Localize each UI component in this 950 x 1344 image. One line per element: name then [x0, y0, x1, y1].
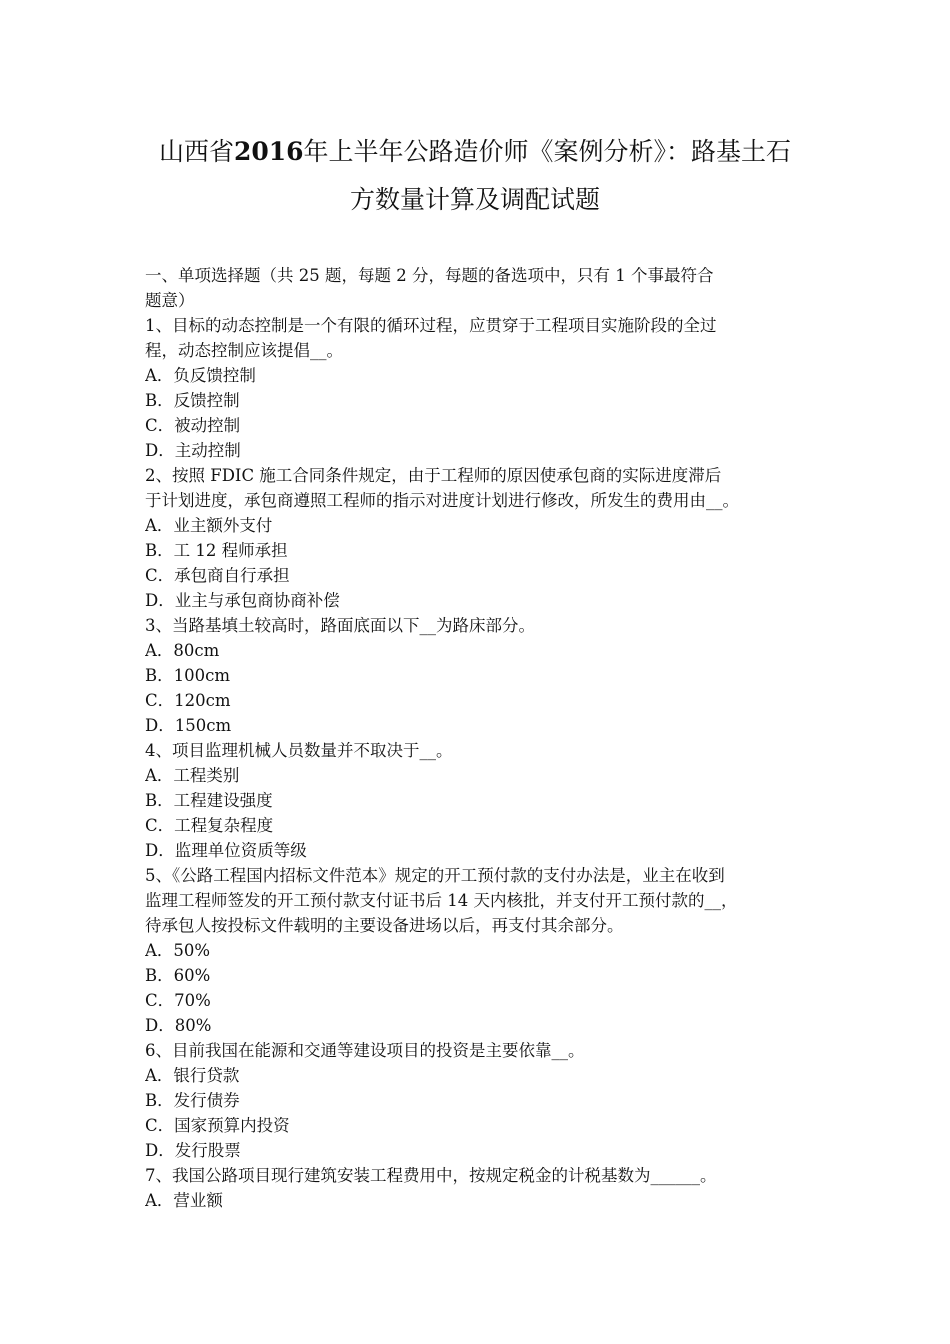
answer-option: B．工 12 程师承担: [145, 541, 288, 560]
answer-option: B．反馈控制: [145, 391, 240, 410]
question-list: [145, 313, 807, 1213]
answer-option: C．120cm: [145, 691, 231, 710]
answer-option: C．工程复杂程度: [145, 816, 274, 835]
question-text-line: 程，动态控制应该提倡__。: [145, 341, 343, 360]
answer-option: C．被动控制: [145, 416, 241, 435]
answer-option: A．80cm: [145, 641, 220, 660]
answer-option: D．业主与承包商协商补偿: [145, 591, 340, 610]
title-line-1: 山西省2016年上半年公路造价师《案例分析》：路基土石: [158, 137, 792, 166]
question-item: [145, 613, 807, 738]
question-item: [145, 313, 807, 463]
answer-option: C．国家预算内投资: [145, 1116, 290, 1135]
question-text-line: 2、按照 FDIC 施工合同条件规定，由于工程师的原因使承包商的实际进度滞后: [145, 466, 722, 485]
question-item: [145, 863, 807, 1038]
answer-option: C．承包商自行承担: [145, 566, 290, 585]
question-text-line: 待承包人按投标文件载明的主要设备进场以后，再支付其余部分。: [145, 916, 624, 935]
question-text-line: 3、当路基填土较高时，路面底面以下__为路床部分。: [145, 616, 535, 635]
document-title: [120, 128, 830, 224]
question-item: [145, 738, 807, 863]
question-text-line: 5、《公路工程国内招标文件范本》规定的开工预付款的支付办法是，业主在收到: [145, 866, 725, 885]
answer-option: B．发行债券: [145, 1091, 240, 1110]
answer-option: D．80%: [145, 1016, 212, 1035]
question-text-line: 于计划进度，承包商遵照工程师的指示对进度计划进行修改，所发生的费用由__。: [145, 491, 739, 510]
title-year: 2016: [233, 137, 304, 166]
question-item: [145, 1163, 807, 1213]
question-text-line: 7、我国公路项目现行建筑安装工程费用中，按规定税金的计税基数为______。: [145, 1166, 717, 1185]
question-text-line: 监理工程师签发的开工预付款支付证书后 14 天内核批，并支付开工预付款的__，: [145, 891, 738, 910]
answer-option: A．银行贷款: [145, 1066, 240, 1085]
section-heading-line-1: 一、单项选择题（共 25 题，每题 2 分，每题的备选项中，只有 1 个事最符合: [145, 266, 714, 285]
answer-option: D．发行股票: [145, 1141, 241, 1160]
answer-option: A．负反馈控制: [145, 366, 256, 385]
question-text-line: 6、目前我国在能源和交通等建设项目的投资是主要依靠__。: [145, 1041, 585, 1060]
answer-option: D．主动控制: [145, 441, 241, 460]
answer-option: A．业主额外支付: [145, 516, 273, 535]
answer-option: D．监理单位资质等级: [145, 841, 307, 860]
document-body: [145, 263, 807, 1213]
question-text-line: 1、目标的动态控制是一个有限的循环过程，应贯穿于工程项目实施阶段的全过: [145, 316, 717, 335]
question-text-line: 4、项目监理机械人员数量并不取决于__。: [145, 741, 453, 760]
answer-option: C．70%: [145, 991, 211, 1010]
answer-option: B．工程建设强度: [145, 791, 273, 810]
section-heading-line-2: 题意）: [145, 291, 195, 310]
answer-option: D．150cm: [145, 716, 232, 735]
answer-option: A．营业额: [145, 1191, 223, 1210]
title-line-2: 方数量计算及调配试题: [349, 185, 600, 214]
answer-option: B．100cm: [145, 666, 231, 685]
answer-option: A．50%: [145, 941, 211, 960]
answer-option: B．60%: [145, 966, 211, 985]
question-item: [145, 1038, 807, 1163]
question-item: [145, 463, 807, 613]
answer-option: A．工程类别: [145, 766, 240, 785]
